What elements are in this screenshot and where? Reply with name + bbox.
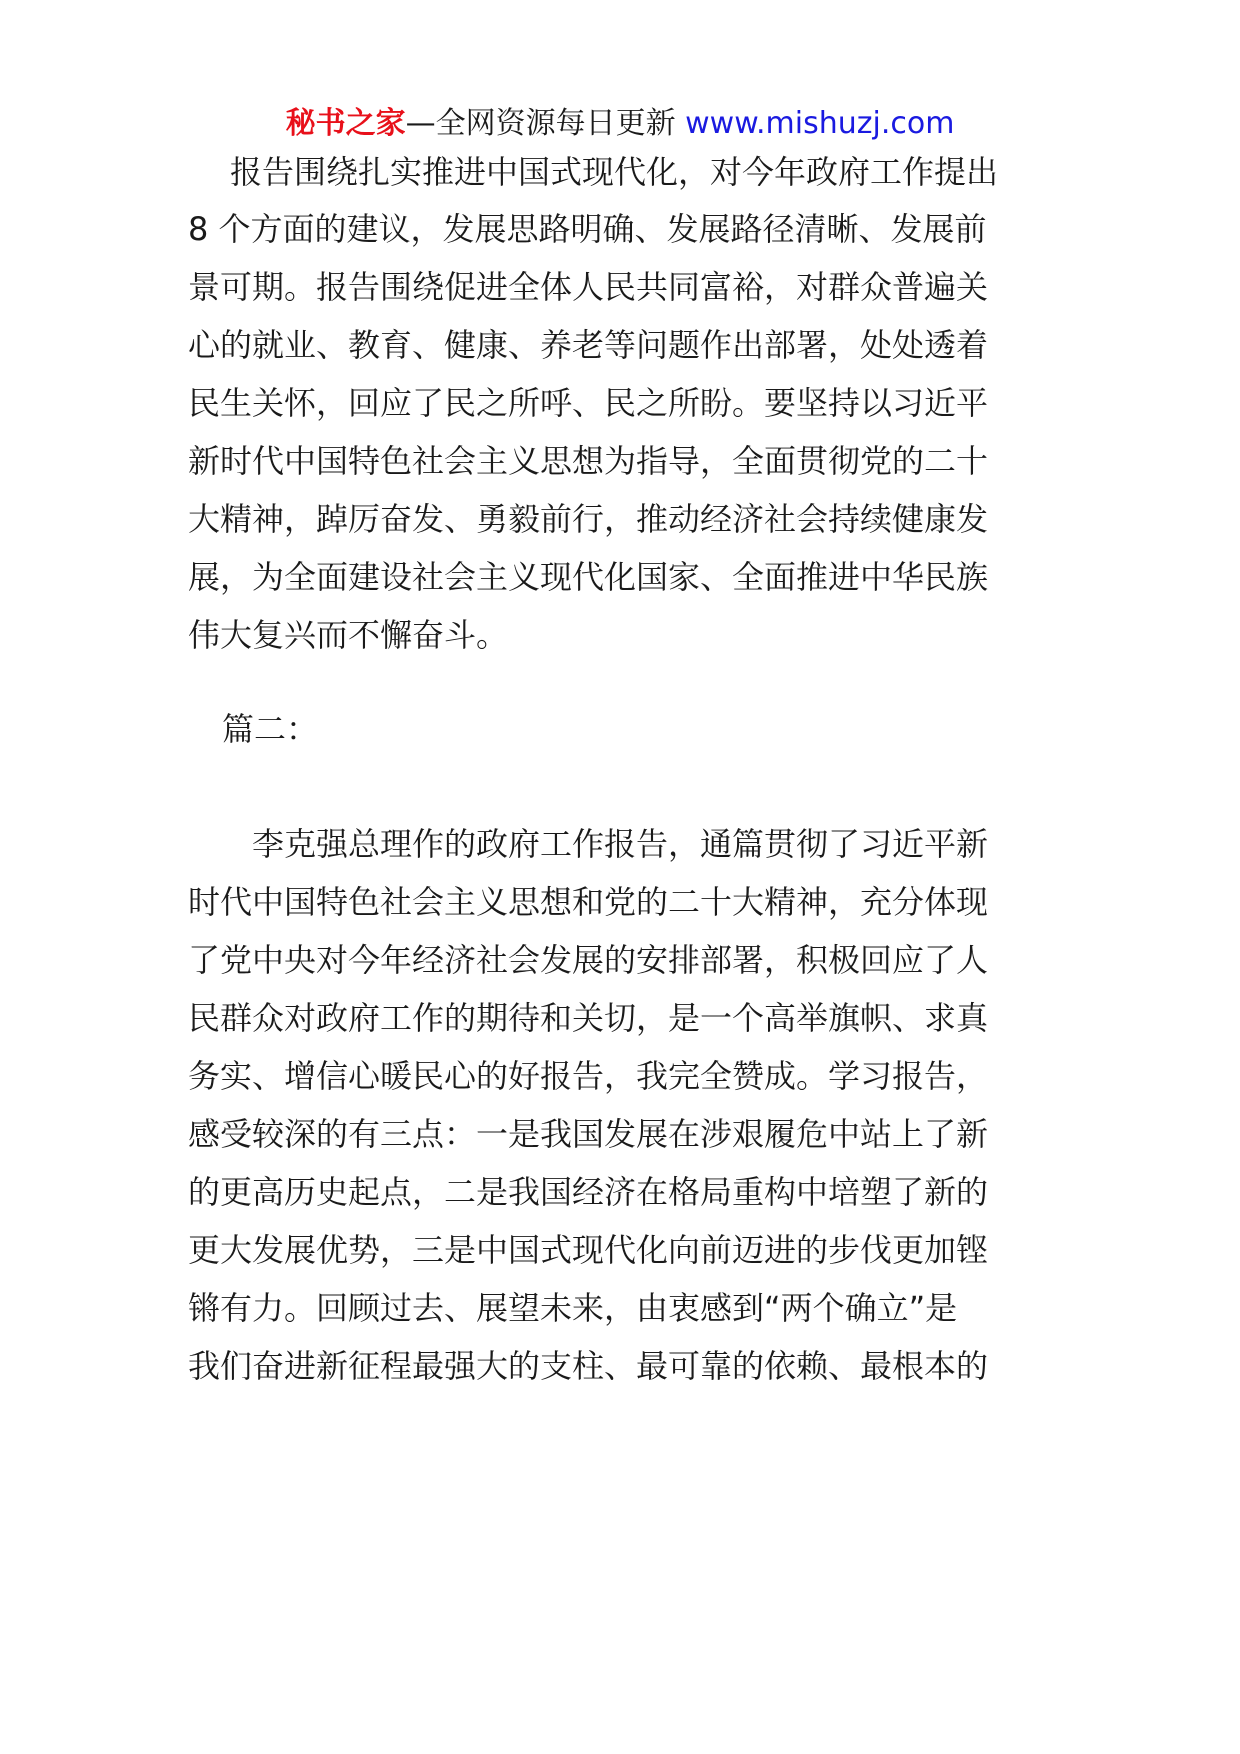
paragraph1-line: 民生关怀，回应了民之所呼、民之所盼。要坚持以习近平 xyxy=(188,384,989,422)
paragraph1-line: 大精神，踔厉奋发、勇毅前行，推动经济社会持续健康发 xyxy=(188,500,989,538)
paragraph2-line: 务实、增信心暖民心的好报告，我完全赞成。学习报告， xyxy=(188,1057,989,1095)
paragraph2-line: 的更高历史起点，二是我国经济在格局重构中培塑了新的 xyxy=(188,1173,989,1211)
paragraph1-line: 8 个方面的建议，发展思路明确、发展路径清晰、发展前 xyxy=(188,210,987,248)
paragraph2-line: 感受较深的有三点：一是我国发展在涉艰履危中站上了新 xyxy=(188,1115,989,1153)
site-tagline: —全网资源每日更新 xyxy=(405,106,686,141)
site-url-link[interactable]: www.mishuzj.com xyxy=(685,106,955,141)
paragraph2-line: 我们奋进新征程最强大的支柱、最可靠的依赖、最根本的 xyxy=(188,1347,989,1385)
section-heading: 篇二： xyxy=(222,710,319,748)
paragraph2-line: 了党中央对今年经济社会发展的安排部署，积极回应了人 xyxy=(188,941,989,979)
paragraph2-line: 时代中国特色社会主义思想和党的二十大精神，充分体现 xyxy=(188,883,989,921)
paragraph2-line: 李克强总理作的政府工作报告，通篇贯彻了习近平新 xyxy=(252,825,989,863)
paragraph1-line: 展，为全面建设社会主义现代化国家、全面推进中华民族 xyxy=(188,558,989,596)
paragraph1-line: 伟大复兴而不懈奋斗。 xyxy=(188,616,509,654)
paragraph2-line: 民群众对政府工作的期待和关切，是一个高举旗帜、求真 xyxy=(188,999,989,1037)
site-header xyxy=(0,102,1240,146)
site-brand: 秘书之家 xyxy=(285,106,406,141)
paragraph1-line: 景可期。报告围绕促进全体人民共同富裕，对群众普遍关 xyxy=(188,268,989,306)
paragraph2-line: 更大发展优势，三是中国式现代化向前迈进的步伐更加铿 xyxy=(188,1231,989,1269)
paragraph2-line: 锵有力。回顾过去、展望未来，由衷感到“两个确立”是 xyxy=(188,1289,958,1327)
paragraph1-line: 心的就业、教育、健康、养老等问题作出部署，处处透着 xyxy=(188,326,989,364)
paragraph1-line: 报告围绕扎实推进中国式现代化，对今年政府工作提出 xyxy=(230,153,999,191)
paragraph1-line: 新时代中国特色社会主义思想为指导，全面贯彻党的二十 xyxy=(188,442,989,480)
